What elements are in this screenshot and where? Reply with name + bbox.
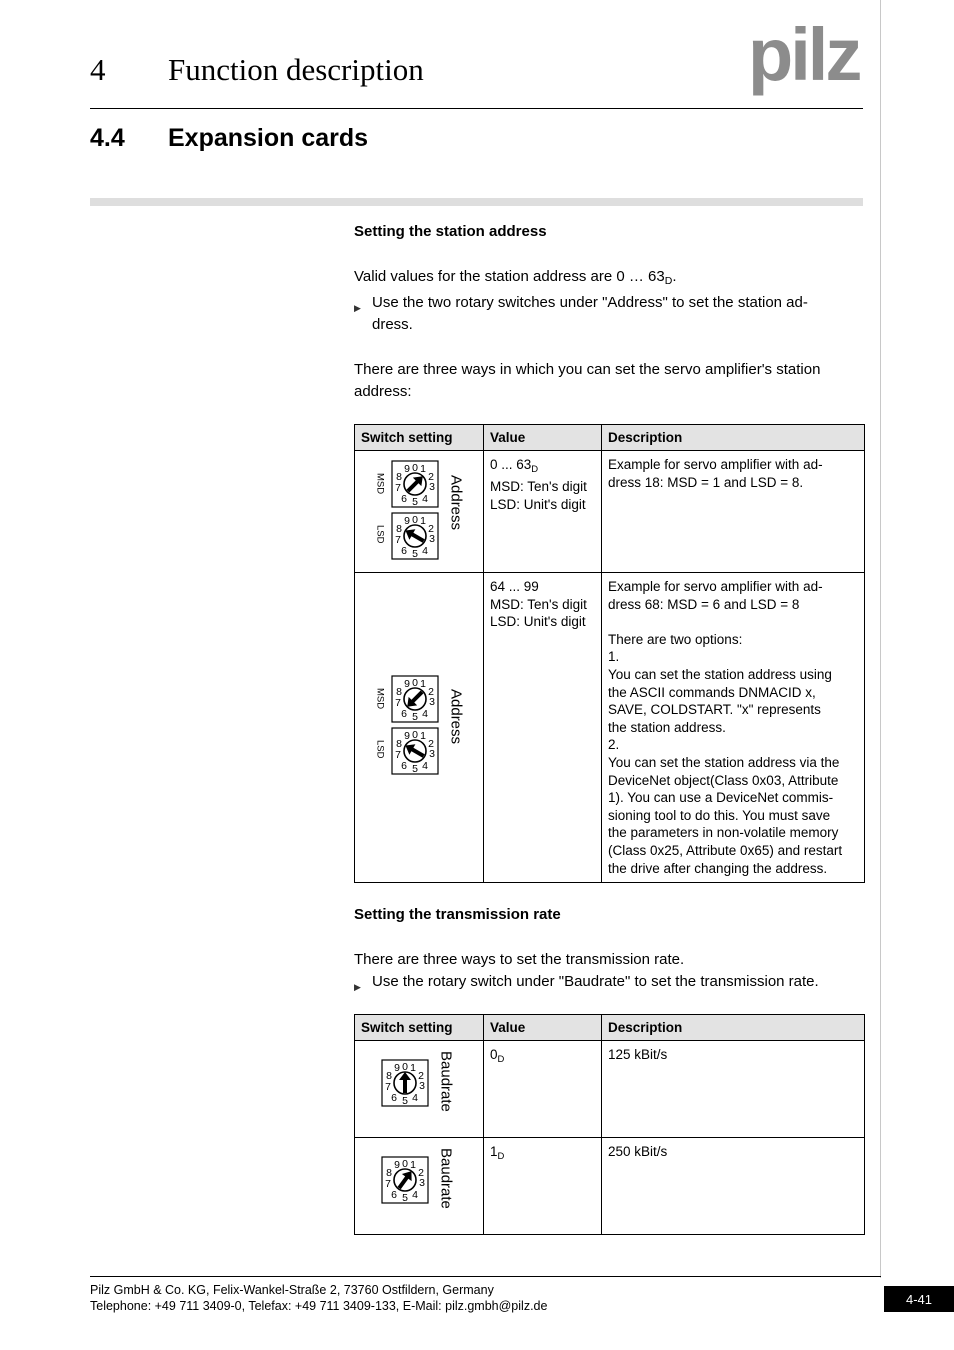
station-address-heading: Setting the station address: [354, 223, 547, 240]
section-number: 4.4: [90, 124, 125, 152]
baudrate-bullet: ▶ Use the rotary switch under "Baudrate" to set the transmission rate.: [354, 971, 874, 998]
baudrate-switch-label: Baudrate: [437, 1051, 455, 1112]
dial-digit: 4: [422, 545, 428, 557]
rotary-switch-msd-icon: [391, 675, 439, 723]
dial-digit: 6: [401, 545, 407, 557]
dial-digit: 7: [395, 482, 401, 494]
column-header: Value: [484, 425, 602, 451]
dial-digit: 9: [394, 1062, 400, 1074]
dial-digit: 4: [422, 493, 428, 505]
dial-digit: 9: [404, 730, 410, 742]
page-number: 4-41: [884, 1286, 954, 1312]
column-header: Switch setting: [355, 1015, 484, 1041]
value-cell: 0 ... $63_D$ MSD: Ten's digit LSD: Unit's digit: [484, 451, 602, 573]
address-bullet-line: dress.: [372, 316, 413, 333]
dial-digit: 0: [412, 677, 418, 689]
dial-digit: 0: [412, 462, 418, 474]
dial-digit: 9: [404, 515, 410, 527]
header-rule: [90, 108, 863, 109]
dial-digit: 4: [412, 1189, 418, 1201]
dial-digit: 2: [418, 1167, 424, 1179]
dial-digit: 6: [391, 1189, 397, 1201]
dial-digit: 9: [394, 1159, 400, 1171]
bullet-arrow-icon: ▶: [354, 982, 361, 992]
dial-digit: 4: [422, 760, 428, 772]
msd-label: MSD: [374, 688, 386, 710]
chapter-title: Function description: [168, 52, 424, 87]
dial-digit: 2: [428, 523, 434, 535]
table-row: [355, 1138, 865, 1235]
switch-setting-cell: [355, 1138, 484, 1235]
value-cell: $0_D$: [484, 1041, 602, 1138]
dial-digit: 8: [386, 1167, 392, 1179]
rotary-switch-baudrate-icon: [381, 1156, 429, 1204]
dial-digit: 5: [412, 763, 418, 775]
dial-digit: 9: [404, 463, 410, 475]
transmission-rate-heading: Setting the transmission rate: [354, 906, 561, 923]
address-bullet-line: Use the two rotary switches under "Address" to set the station ad-: [372, 294, 808, 311]
section-divider-bar: [90, 198, 863, 206]
dial-digit: 6: [391, 1092, 397, 1104]
dial-digit: 2: [428, 738, 434, 750]
value-cell: 64 ... 99 MSD: Ten's digit LSD: Unit's digit: [484, 573, 602, 883]
transmission-intro: There are three ways to set the transmission rate.: [354, 951, 685, 968]
dial-digit: 1: [420, 730, 426, 742]
dial-digit: 7: [395, 697, 401, 709]
dial-digit: 3: [429, 481, 435, 493]
dial-digit: 4: [412, 1092, 418, 1104]
dial-digit: 1: [410, 1062, 416, 1074]
rotary-switch-baudrate-icon: [381, 1059, 429, 1107]
column-header: Value: [484, 1015, 602, 1041]
pilz-logo: [748, 24, 866, 96]
chapter-number: 4: [90, 52, 106, 87]
address-bullet: [354, 292, 864, 336]
switch-setting-cell: [355, 451, 484, 573]
dial-digit: 7: [385, 1081, 391, 1093]
rotary-switch-lsd-icon: [391, 512, 439, 560]
column-header: Description: [602, 1015, 865, 1041]
dial-digit: 7: [395, 749, 401, 761]
footer-text: Pilz GmbH & Co. KG, Felix-Wankel-Straße 2, 73760 Ostfildern, Germany Telephone: +49 711 3409-0, Telefax: +49 711 3409-133, E-Mail: pilz.gmbh@pilz.de: [90, 1283, 548, 1313]
dial-digit: 0: [402, 1158, 408, 1170]
description-cell: Example for servo amplifier with ad- dress 68: MSD = 6 and LSD = 8 There are two options: 1. You can set the station address using the ASCII commands DNMACID x, SAVE, COLDSTART. "x" represents the station address. 2. You can set the station address via the DeviceNet object(Class 0x03, Attribute 1). You can use a DeviceNet commis- sioning tool to do this. You must save the parameters in non-volatile memory (Class 0x25, Attribute 0x65) and restart the drive after changing the address.: [602, 573, 865, 883]
dial-digit: 6: [401, 760, 407, 772]
description-cell: Example for servo amplifier with ad- dress 18: MSD = 1 and LSD = 8.: [602, 451, 865, 573]
dial-digit: 5: [412, 496, 418, 508]
dial-digit: 5: [412, 711, 418, 723]
dial-digit: 5: [402, 1095, 408, 1107]
column-header: Description: [602, 425, 865, 451]
dial-digit: 6: [401, 708, 407, 720]
transmission-rate-table: [354, 1014, 865, 1235]
dial-digit: 5: [412, 548, 418, 560]
footer-rule: [90, 1276, 881, 1277]
switch-setting-cell: [355, 573, 484, 883]
dial-digit: 3: [419, 1080, 425, 1092]
switch-setting-cell: [355, 1041, 484, 1138]
table-header-row: [355, 425, 865, 451]
dial-digit: 1: [420, 678, 426, 690]
rotary-switch-lsd-icon: [391, 727, 439, 775]
description-cell: 125 kBit/s: [602, 1041, 865, 1138]
dial-digit: 4: [422, 708, 428, 720]
dial-digit: 9: [404, 678, 410, 690]
dial-digit: 0: [402, 1061, 408, 1073]
dial-digit: 6: [401, 493, 407, 505]
address-switch-label: Address: [447, 689, 465, 745]
dial-digit: 0: [412, 729, 418, 741]
bullet-arrow-icon: ▶: [354, 303, 361, 313]
baudrate-switch-label: Baudrate: [437, 1148, 455, 1209]
dial-digit: 2: [428, 686, 434, 698]
valid-values-text: Valid values for the station address are 0 … $63_D$.: [354, 268, 677, 288]
dial-digit: 2: [428, 471, 434, 483]
dial-digit: 0: [412, 514, 418, 526]
msd-label: MSD: [374, 473, 386, 495]
address-switch-label: Address: [447, 475, 465, 531]
dial-digit: 7: [385, 1178, 391, 1190]
dial-digit: 8: [396, 471, 402, 483]
station-address-table: [354, 424, 865, 883]
lsd-label: LSD: [374, 740, 386, 759]
address-intro: There are three ways in which you can set the servo amplifier's station address:: [354, 361, 821, 400]
dial-digit: 3: [429, 696, 435, 708]
dial-digit: 8: [396, 738, 402, 750]
dial-digit: 8: [396, 523, 402, 535]
column-header: Switch setting: [355, 425, 484, 451]
lsd-label: LSD: [374, 525, 386, 544]
dial-digit: 3: [419, 1177, 425, 1189]
dial-digit: 3: [429, 748, 435, 760]
dial-digit: 1: [420, 463, 426, 475]
description-cell: 250 kBit/s: [602, 1138, 865, 1235]
value-cell: $1_D$: [484, 1138, 602, 1235]
table-row: [355, 451, 865, 573]
table-header-row: [355, 1015, 865, 1041]
table-row: [355, 573, 865, 883]
table-row: [355, 1041, 865, 1138]
dial-digit: 2: [418, 1070, 424, 1082]
section-title: Expansion cards: [168, 124, 369, 152]
rotary-switch-msd-icon: [391, 460, 439, 508]
pilz-logo-text: pilz: [748, 24, 860, 96]
dial-digit: 1: [420, 515, 426, 527]
dial-digit: 8: [396, 686, 402, 698]
dial-digit: 5: [402, 1192, 408, 1204]
dial-digit: 1: [410, 1159, 416, 1171]
page-margin-line: [880, 0, 881, 1278]
dial-digit: 3: [429, 533, 435, 545]
dial-digit: 7: [395, 534, 401, 546]
dial-digit: 8: [386, 1070, 392, 1082]
